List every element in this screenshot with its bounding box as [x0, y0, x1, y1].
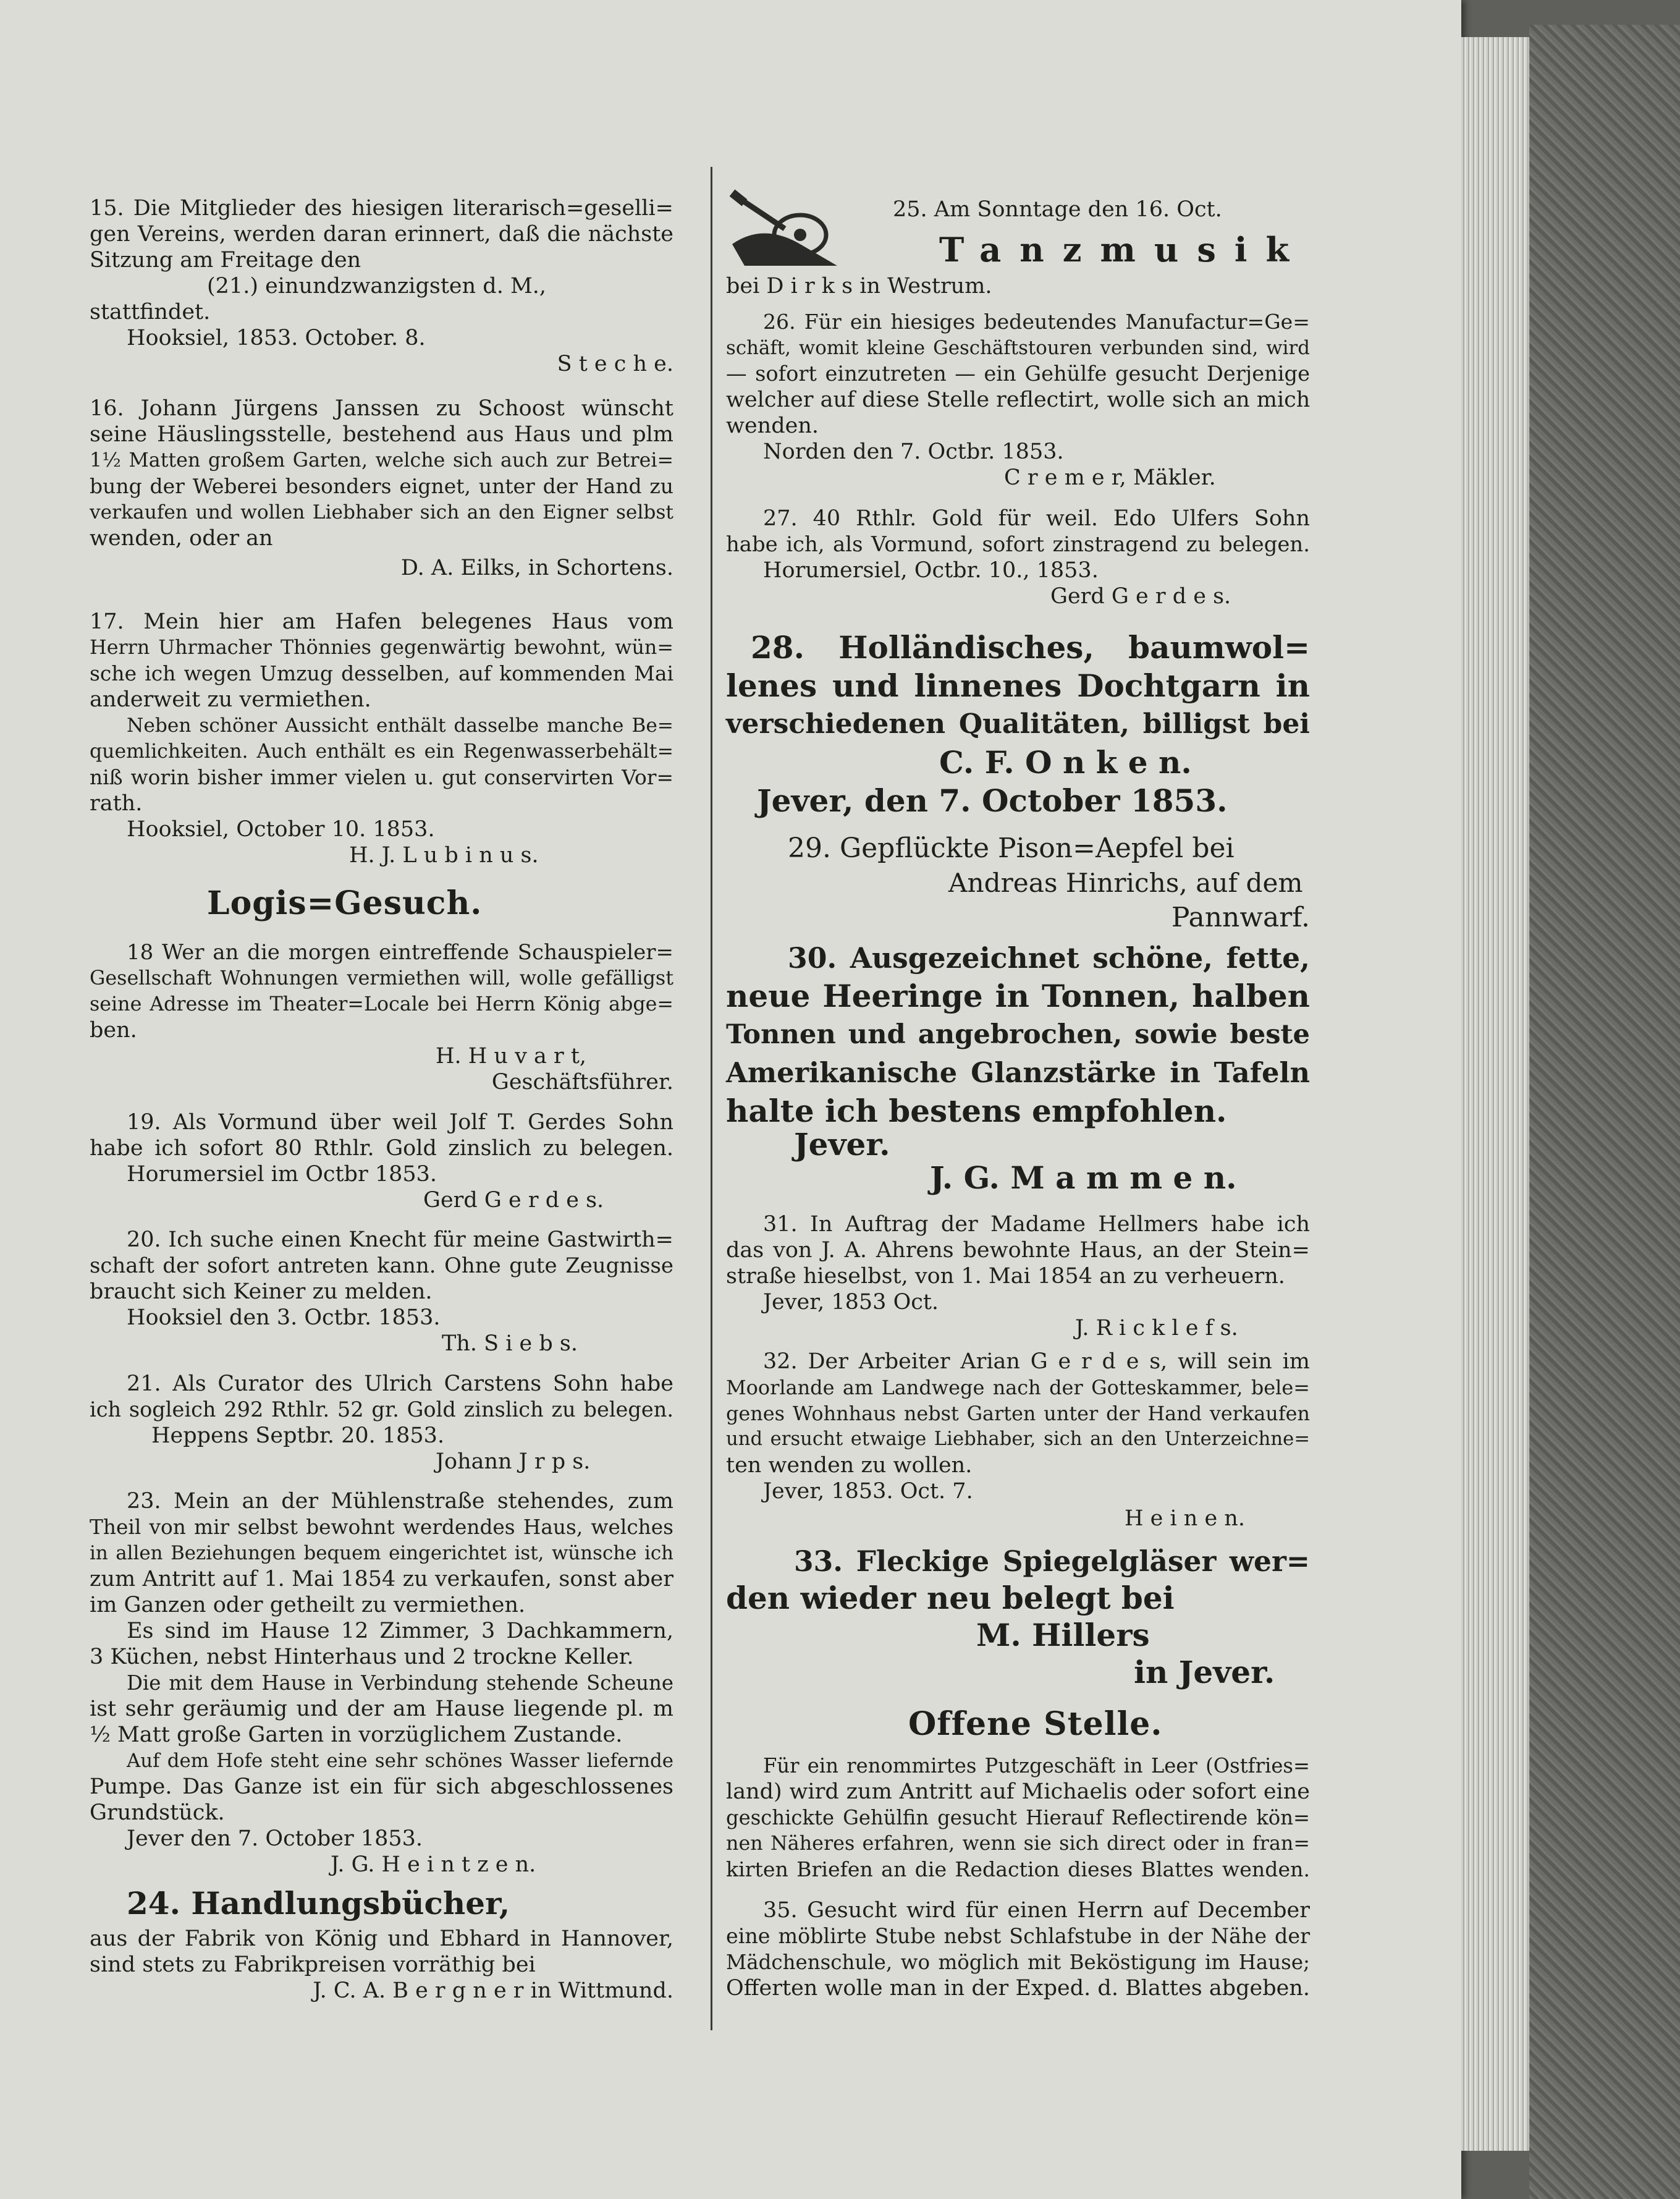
ad-title: 33. Fleckige Spiegelgläser wer= — [794, 1544, 1310, 1578]
ad-title: neue Heeringe in Tonnen, halben — [726, 978, 1310, 1014]
text-line: braucht sich Keiner zu melden. — [90, 1279, 433, 1304]
text-line: seine Häuslingsstelle, bestehend aus Haus und plm — [90, 422, 673, 447]
text-line: 17. Mein hier am Hafen belegenes Haus vom — [90, 609, 673, 634]
text-line: land) wird zum Antritt auf Michaelis oder sofort eine — [726, 1779, 1310, 1804]
ad-title: Tanzmusik — [939, 230, 1308, 269]
text-line: ich sogleich 292 Rthlr. 52 gr. Gold zinslich zu belegen. — [90, 1397, 673, 1422]
signature: Gerd G e r d e s. — [1050, 584, 1231, 609]
ad-title: 28. Holländisches, baumwol= — [751, 629, 1310, 666]
text-line: stattfindet. — [90, 300, 211, 324]
text-line: 26. Für ein hiesiges bedeutendes Manufactur=Ge= — [763, 310, 1310, 334]
place: in Jever. — [1134, 1654, 1275, 1690]
text-line: Sitzung am Freitage den — [90, 248, 361, 273]
text-line: — sofort einzutreten — ein Gehülfe gesucht Derjenige — [726, 362, 1310, 386]
text-line: Für ein renommirtes Putzgeschäft in Leer (Ostfries= — [763, 1754, 1310, 1777]
signature: Johann J r p s. — [436, 1449, 591, 1474]
place-date: Hooksiel den 3. Octbr. 1853. — [127, 1305, 441, 1330]
text-line: Pumpe. Das Ganze ist ein für sich abgeschlossenes — [90, 1774, 673, 1799]
place-date: Norden den 7. Octbr. 1853. — [763, 439, 1064, 464]
text-line: sind stets zu Fabrikpreisen vorräthig bei — [90, 1952, 536, 1977]
ad-title: 30. Ausgezeichnet schöne, fette, — [788, 941, 1310, 975]
place: Jever. — [794, 1126, 890, 1163]
section-heading: Offene Stelle. — [908, 1705, 1163, 1743]
text-line: 16. Johann Jürgens Janssen zu Schoost wünscht — [90, 396, 673, 421]
ad-merchant: C. F. O n k e n. — [939, 744, 1192, 781]
text-line: Theil von mir selbst bewohnt werdendes Haus, welches — [90, 1515, 673, 1539]
text-line: Andreas Hinrichs, auf dem — [948, 868, 1303, 898]
book-cover — [1529, 25, 1680, 2199]
text-line: habe ich sofort 80 Rthlr. Gold zinslich zu belegen. — [90, 1136, 673, 1161]
text-line: Mädchenschule, wo möglich mit Beköstigung im Hause; — [726, 1951, 1310, 1974]
signature: D. A. Eilks, in Schortens. — [400, 556, 673, 580]
text-line: Pannwarf. — [1171, 902, 1310, 933]
text-line: sche ich wegen Umzug desselben, auf kommenden Mai — [90, 661, 673, 685]
text-line: und ersucht etwaige Liebhaber, sich an den Unterzeichne= — [726, 1428, 1310, 1450]
text-line: 19. Als Vormund über weil Jolf T. Gerdes Sohn — [127, 1110, 673, 1135]
ad-title: 24. Handlungsbücher, — [127, 1885, 510, 1921]
text-line: geschickte Gehülfin gesucht Hierauf Reflectirende kön= — [726, 1806, 1310, 1829]
section-heading: Logis=Gesuch. — [207, 884, 483, 922]
text-line: wenden. — [726, 413, 819, 438]
place-date: Jever, 1853. Oct. 7. — [763, 1479, 973, 1504]
text-line: rath. — [90, 791, 143, 816]
text-line: Es sind im Hause 12 Zimmer, 3 Dachkammern, — [127, 1619, 673, 1643]
text-line: verkaufen und wollen Liebhaber sich an den Eigner selbst — [90, 501, 673, 523]
text-line: kirten Briefen an die Redaction dieses Blattes wenden. — [726, 1857, 1310, 1881]
signature: J. R i c k l e f s. — [1075, 1316, 1238, 1341]
text-line: ten wenden zu wollen. — [726, 1453, 973, 1478]
text-line: in allen Beziehungen bequem eingerichtet ist, wünsche ich — [90, 1542, 673, 1564]
ad-title: halte ich bestens empfohlen. — [726, 1093, 1227, 1129]
text-line: Moorlande am Landwege nach der Gotteskammer, bele= — [726, 1376, 1310, 1399]
signature: J. C. A. B e r g n e r in Wittmund. — [313, 1978, 673, 2003]
text-line: im Ganzen oder getheilt zu vermiethen. — [90, 1593, 526, 1617]
text-line: das von J. A. Ahrens bewohnte Haus, an der Stein= — [726, 1238, 1310, 1263]
text-line: Gesellschaft Wohnungen vermiethen will, wolle gefälligst — [90, 967, 673, 989]
text-line: eine möblirte Stube nebst Schlafstube in der Nähe der — [726, 1924, 1310, 1948]
ad-merchant: M. Hillers — [976, 1617, 1150, 1653]
text-line: 18 Wer an die morgen eintreffende Schauspieler= — [127, 940, 673, 965]
text-line: Die mit dem Hause in Verbindung stehende Scheune — [127, 1671, 673, 1695]
signature-title: Geschäftsführer. — [491, 1070, 673, 1095]
signature: J. G. H e i n t z e n. — [331, 1852, 536, 1877]
ad-title: verschiedenen Qualitäten, billigst bei — [726, 708, 1310, 740]
signature: Gerd G e r d e s. — [423, 1188, 604, 1213]
text-line: 35. Gesucht wird für einen Herrn auf December — [763, 1898, 1310, 1923]
text-line: seine Adresse im Theater=Locale bei Herrn König abge= — [90, 993, 673, 1015]
signature: H. J. L u b i n u s. — [349, 843, 539, 868]
text-line: genes Wohnhaus nebst Garten unter der Hand verkaufen — [726, 1402, 1310, 1425]
text-line: Offerten wolle man in der Exped. d. Blattes abgeben. — [726, 1976, 1310, 2001]
ad-line: 25. Am Sonntage den 16. Oct. — [893, 197, 1222, 222]
text-line: aus der Fabrik von König und Ebhard in Hannover, — [90, 1926, 673, 1951]
place-date: Heppens Septbr. 20. 1853. — [151, 1423, 445, 1448]
text-line: gen Vereins, werden daran erinnert, daß die nächste — [90, 222, 673, 247]
text-line: zum Antritt auf 1. Mai 1854 zu verkaufen, sonst aber — [90, 1567, 673, 1591]
ad-title: Amerikanische Glanzstärke in Tafeln — [726, 1056, 1310, 1089]
text-line: straße hieselbst, von 1. Mai 1854 an zu verheuern. — [726, 1264, 1285, 1289]
text-line: schaft der sofort antreten kann. Ohne gute Zeugnisse — [90, 1253, 673, 1278]
signature: S t e c h e. — [557, 352, 673, 376]
place-date: Hooksiel, October 10. 1853. — [127, 817, 435, 842]
right-column — [726, 0, 1310, 2199]
signature: H e i n e n. — [1125, 1506, 1245, 1531]
signature: C r e m e r, Mäkler. — [1004, 465, 1216, 490]
text-line: Neben schöner Aussicht enthält dasselbe manche Be= — [127, 714, 673, 737]
place-date: Jever, den 7. October 1853. — [757, 782, 1228, 819]
ad-title: lenes und linnenes Dochtgarn in — [726, 667, 1310, 704]
text-line: 3 Küchen, nebst Hinterhaus und 2 trockne Keller. — [90, 1645, 634, 1669]
text-line: Herrn Uhrmacher Thönnies gegenwärtig bewohnt, wün= — [90, 637, 673, 659]
text-line: 32. Der Arbeiter Arian G e r d e s, will sein im — [763, 1349, 1310, 1374]
text-line: 20. Ich suche einen Knecht für meine Gastwirth= — [127, 1227, 673, 1252]
place-date: Hooksiel, 1853. October. 8. — [127, 326, 426, 350]
text-line: ½ Matt große Garten in vorzüglichem Zustande. — [90, 1722, 623, 1747]
left-column — [90, 0, 673, 2199]
text-line: ben. — [90, 1018, 137, 1043]
place-date: Jever den 7. October 1853. — [127, 1826, 423, 1851]
text-line: wenden, oder an — [90, 526, 273, 551]
signature: J. G. M a m m e n. — [930, 1159, 1237, 1196]
text-line: 23. Mein an der Mühlenstraße stehendes, zum — [127, 1489, 673, 1514]
ad-title: Tonnen und angebrochen, sowie beste — [726, 1019, 1310, 1050]
text-line: schäft, womit kleine Geschäftstouren verbunden sind, wird — [726, 337, 1310, 359]
text-line: nen Näheres erfahren, wenn sie sich direct oder in fran= — [726, 1833, 1310, 1855]
text-line: anderweit zu vermiethen. — [90, 687, 371, 712]
text-line: bung der Weberei besonders eignet, unter der Hand zu — [90, 474, 673, 498]
guitar-icon — [726, 185, 840, 278]
text-line: 15. Die Mitglieder des hiesigen literarisch=geselli= — [90, 196, 673, 221]
page-edges — [1461, 37, 1529, 2151]
text-line: 1½ Matten großem Garten, welche sich auch zur Betrei= — [90, 449, 673, 472]
text-line: quemlichkeiten. Auch enthält es ein Regenwasserbehält= — [90, 740, 673, 763]
text-line: 21. Als Curator des Ulrich Carstens Sohn habe — [127, 1371, 673, 1396]
place-date: Horumersiel im Octbr 1853. — [127, 1162, 437, 1187]
place-date: Jever, 1853 Oct. — [763, 1290, 939, 1315]
text-line: 31. In Auftrag der Madame Hellmers habe ich — [763, 1212, 1310, 1237]
text-line: 27. 40 Rthlr. Gold für weil. Edo Ulfers Sohn — [763, 506, 1310, 531]
text-line: Auf dem Hofe steht eine sehr schönes Wasser liefernde — [127, 1750, 673, 1772]
text-line: niß worin bisher immer vielen u. gut conservirten Vor= — [90, 765, 673, 789]
column-divider — [711, 167, 712, 2030]
text-line: bei D i r k s in Westrum. — [726, 274, 992, 299]
place-date: Horumersiel, Octbr. 10., 1853. — [763, 558, 1099, 583]
text-line: ist sehr geräumig und der am Hause liegende pl. m — [90, 1697, 673, 1721]
ad-title: den wieder neu belegt bei — [726, 1580, 1175, 1616]
signature: Th. S i e b s. — [442, 1331, 578, 1356]
text-line: Grundstück. — [90, 1800, 225, 1825]
text-line: 29. Gepflückte Pison=Aepfel bei — [788, 833, 1235, 864]
text-line: welcher auf diese Stelle reflectirt, wolle sich an mich — [726, 388, 1311, 412]
text-line: (21.) einundzwanzigsten d. M., — [207, 274, 547, 299]
text-line: habe ich, als Vormund, sofort zinstragend zu belegen. — [726, 532, 1310, 556]
signature: H. H u v a r t, — [436, 1044, 587, 1069]
